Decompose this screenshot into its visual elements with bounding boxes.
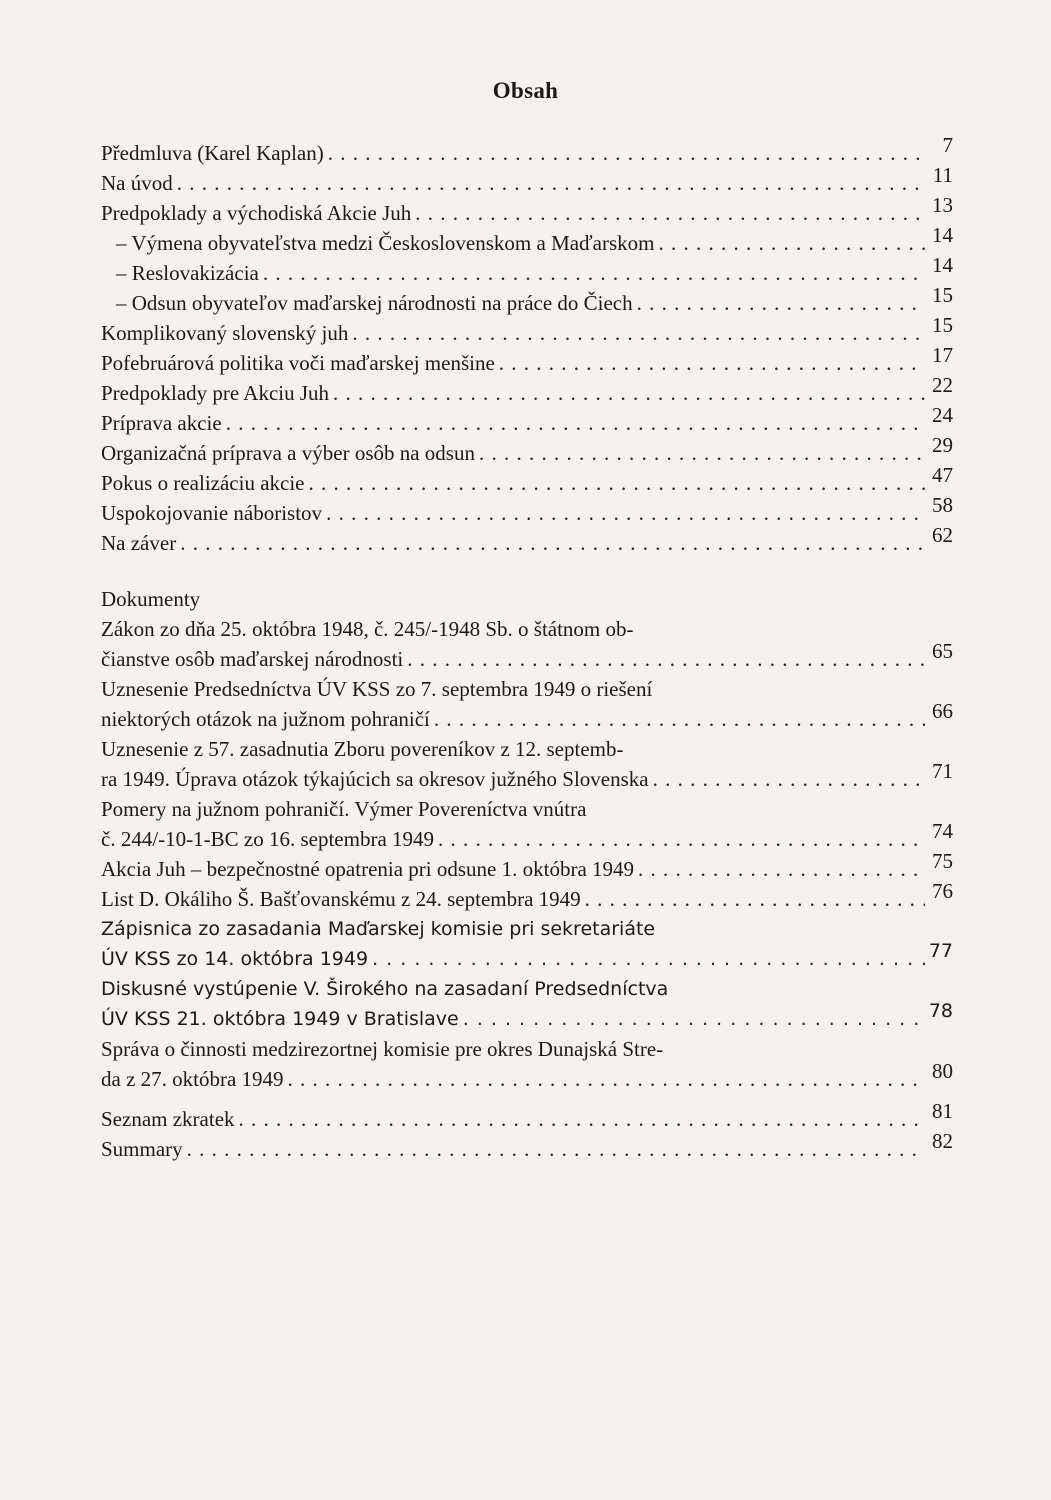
toc-entry-text: Komplikovaný slovenský juh (101, 321, 349, 345)
doc-entry (101, 639, 953, 674)
spacer (101, 558, 953, 584)
documents-heading: Dokumenty (101, 587, 201, 611)
toc-entry (101, 313, 953, 348)
doc-entry-line: Zápisnica zo zasadania Maďarskej komisie pri sekretariáte (101, 918, 656, 940)
leader-dots (585, 884, 925, 914)
leader-dots (239, 1104, 925, 1134)
toc-page-number: 77 (928, 940, 953, 962)
doc-entry-text: Akcia Juh – bezpečnostné opatrenia pri odsune 1. októbra 1949 (101, 857, 635, 881)
toc-page-number: 71 (932, 759, 953, 783)
toc-entry (101, 193, 953, 228)
toc-entry-text: Na úvod (101, 171, 173, 195)
leader-dots (372, 944, 925, 974)
doc-entry-text: ÚV KSS 21. októbra 1949 v Bratislave (101, 1008, 459, 1030)
toc-entry (101, 343, 953, 378)
table-of-contents (101, 133, 953, 1164)
toc-page-number: 22 (932, 373, 953, 397)
toc-page-number: 82 (932, 1129, 953, 1153)
toc-entry (101, 523, 953, 558)
toc-entry-text: Seznam zkratek (101, 1107, 235, 1131)
leader-dots (333, 378, 925, 408)
leader-dots (637, 288, 925, 318)
leader-dots (638, 854, 925, 884)
toc-page-number: 11 (932, 163, 953, 187)
doc-entry (101, 940, 953, 974)
leader-dots (226, 408, 925, 438)
leader-dots (653, 764, 925, 794)
doc-entry (101, 759, 953, 794)
toc-page-number: 76 (932, 879, 953, 903)
toc-page-number: 17 (932, 343, 953, 367)
doc-entry-text: ÚV KSS zo 14. októbra 1949 (101, 948, 369, 970)
doc-entry-text: List D. Okáliho Š. Bašťovanskému z 24. septembra 1949 (101, 887, 581, 911)
toc-entry (101, 403, 953, 438)
toc-page-number: 74 (932, 819, 953, 843)
toc-subentry (101, 223, 953, 258)
toc-page-number: 66 (932, 699, 953, 723)
toc-page-number: 7 (942, 133, 953, 157)
toc-subentry (101, 253, 953, 288)
leader-dots (658, 228, 925, 258)
doc-entry-line: Správa o činnosti medzirezortnej komisie pre okres Dunajská Stre- (101, 1037, 664, 1061)
toc-entry-text: Uspokojovanie náboristov (101, 501, 323, 525)
leader-dots (415, 198, 925, 228)
toc-page-number: 15 (932, 313, 953, 337)
doc-entry-line: Zákon zo dňa 25. októbra 1948, č. 245/-1948 Sb. o štátnom ob- (101, 617, 634, 641)
toc-entry-text: Pokus o realizáciu akcie (101, 471, 305, 495)
doc-entry (101, 849, 953, 884)
leader-dots (407, 644, 925, 674)
toc-entry (101, 373, 953, 408)
toc-entry-text: Príprava akcie (101, 411, 222, 435)
doc-entry-line: Diskusné vystúpenie V. Širokého na zasadaní Predsedníctva (101, 978, 669, 1000)
toc-entry (101, 463, 953, 498)
toc-page-number: 29 (932, 433, 953, 457)
toc-page-number: 81 (932, 1099, 953, 1123)
leader-dots (177, 168, 925, 198)
leader-dots (328, 138, 925, 168)
spacer (101, 1094, 953, 1104)
toc-page-number: 14 (932, 223, 953, 247)
toc-subentry (101, 283, 953, 318)
leader-dots (463, 1004, 925, 1034)
doc-entry (101, 819, 953, 854)
toc-page-number: 24 (932, 403, 953, 427)
toc-entry-text: – Výmena obyvateľstva medzi Československom a Maďarskom (116, 231, 655, 255)
toc-page-number: 80 (932, 1059, 953, 1083)
toc-entry-text: Summary (101, 1137, 183, 1161)
doc-entry (101, 699, 953, 734)
doc-entry-line: Uznesenie Predsedníctva ÚV KSS zo 7. septembra 1949 o riešení (101, 677, 653, 701)
leader-dots (288, 1064, 925, 1094)
doc-entry-text: da z 27. októbra 1949 (101, 1067, 284, 1091)
toc-page-number: 15 (932, 283, 953, 307)
toc-entry-text: Organizačná príprava a výber osôb na odsun (101, 441, 475, 465)
toc-entry (101, 1099, 953, 1134)
toc-entry-text: – Reslovakizácia (116, 261, 259, 285)
toc-entry-text: Pofebruárová politika voči maďarskej menšine (101, 351, 495, 375)
toc-page-number: 78 (928, 1000, 953, 1022)
toc-entry-text: Predpoklady a východiská Akcie Juh (101, 201, 412, 225)
doc-entry-line: Uznesenie z 57. zasadnutia Zboru povereníkov z 12. septemb- (101, 737, 624, 761)
toc-page-number: 58 (932, 493, 953, 517)
doc-entry-text: ra 1949. Úprava otázok týkajúcich sa okresov južného Slovenska (101, 767, 649, 791)
doc-entry (101, 1059, 953, 1094)
toc-entry-text: Predpoklady pre Akciu Juh (101, 381, 330, 405)
leader-dots (326, 498, 925, 528)
toc-entry (101, 493, 953, 528)
doc-entry-text: č. 244/-10-1-BC zo 16. septembra 1949 (101, 827, 435, 851)
leader-dots (180, 528, 925, 558)
toc-entry-text: Na záver (101, 531, 177, 555)
toc-page-number: 75 (932, 849, 953, 873)
leader-dots (263, 258, 925, 288)
toc-page-number: 13 (932, 193, 953, 217)
toc-page-number: 14 (932, 253, 953, 277)
page-title: Obsah (492, 78, 559, 103)
leader-dots (438, 824, 925, 854)
toc-entry-text: – Odsun obyvateľov maďarskej národnosti na práce do Čiech (116, 291, 633, 315)
leader-dots (479, 438, 925, 468)
toc-page-number: 65 (932, 639, 953, 663)
toc-page-number: 62 (932, 523, 953, 547)
toc-entry (101, 1129, 953, 1164)
doc-entry-line: Pomery na južnom pohraničí. Výmer Povereníctva vnútra (101, 797, 587, 821)
leader-dots (434, 704, 925, 734)
toc-entry (101, 163, 953, 198)
doc-entry (101, 1000, 953, 1034)
doc-entry (101, 879, 953, 914)
doc-entry-text: čianstve osôb maďarskej národnosti (101, 647, 404, 671)
toc-page-number: 47 (932, 463, 953, 487)
doc-entry-text: niektorých otázok na južnom pohraničí (101, 707, 430, 731)
toc-entry (101, 133, 953, 168)
toc-entry-text: Předmluva (Karel Kaplan) (101, 141, 324, 165)
leader-dots (187, 1134, 925, 1164)
leader-dots (352, 318, 925, 348)
toc-entry (101, 433, 953, 468)
leader-dots (309, 468, 926, 498)
leader-dots (499, 348, 925, 378)
